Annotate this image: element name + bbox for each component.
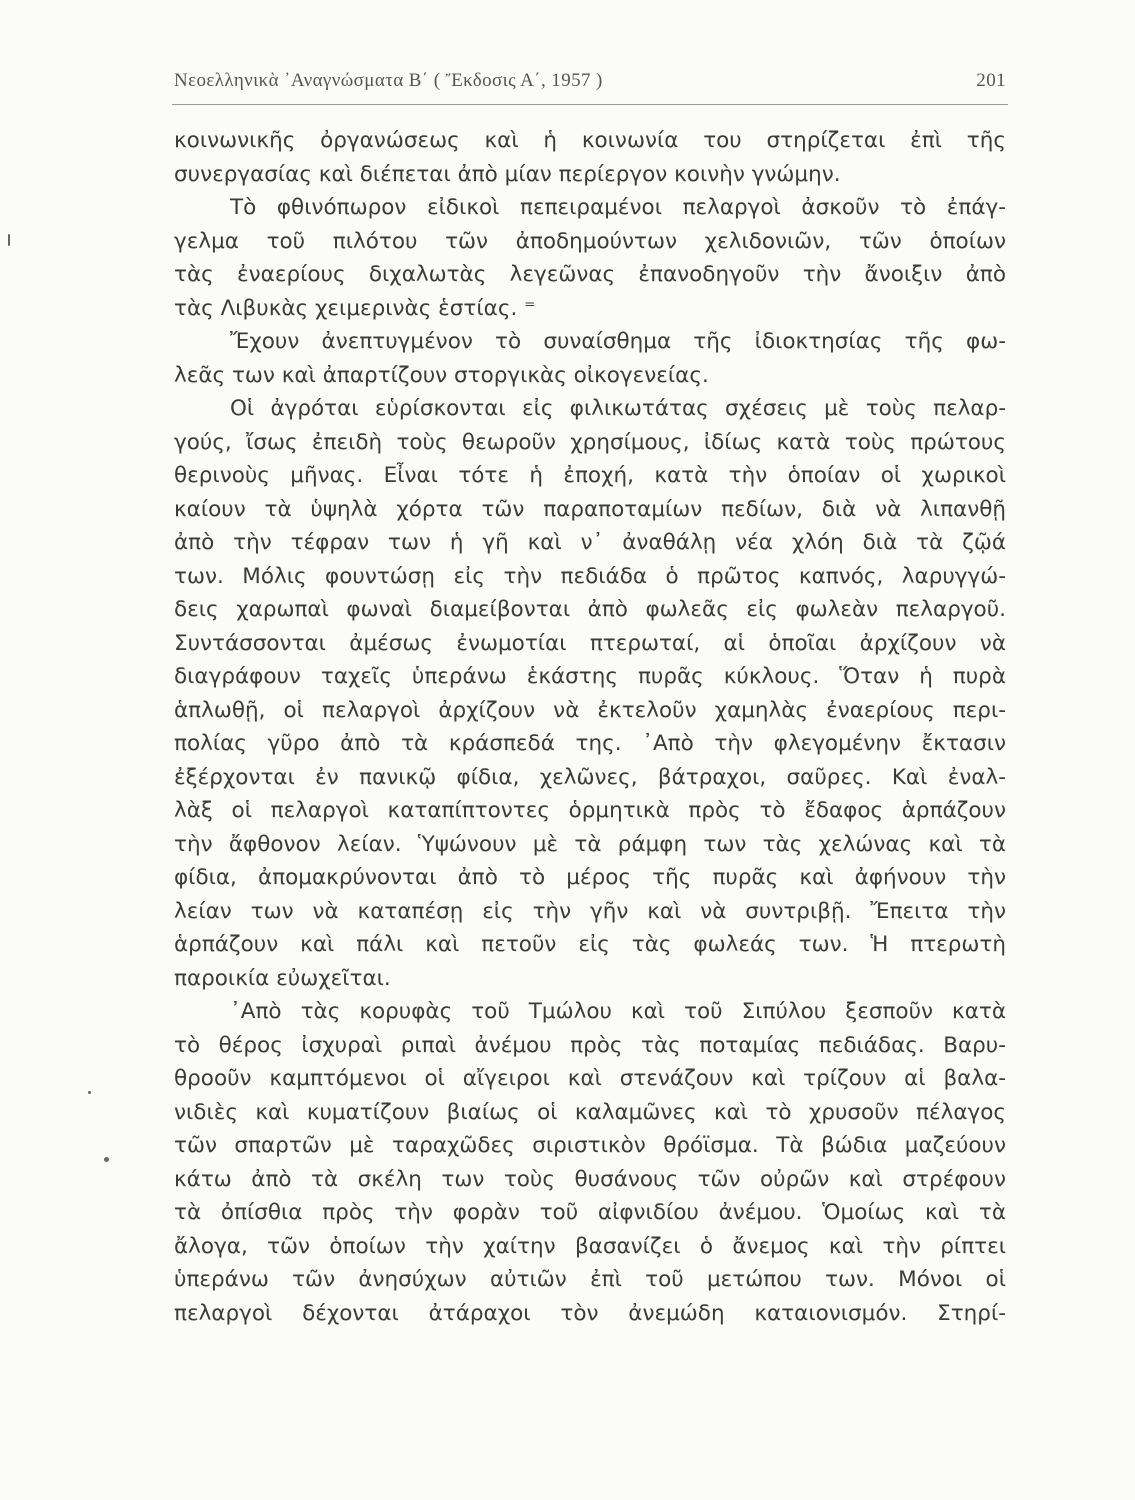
text-line: διαγράφουν ταχεῖς ὑπεράνω ἑκάστης πυρᾶς κύκλους. Ὅταν ἡ πυρὰ	[174, 664, 1006, 689]
text-line: λὰξ οἱ πελαργοὶ καταπίπτοντες ὁρμητικὰ πρὸς τὸ ἔδαφος ἁρπάζουν	[174, 798, 1006, 823]
running-header	[174, 70, 1006, 92]
text-line: δεις χαρωπαὶ φωναὶ διαμείβονται ἀπὸ φωλεᾶς εἰς φωλεὰν πελαργοῦ.	[174, 597, 1006, 622]
text-line: τὰς Λιβυκὰς χειμερινὰς ἑστίας. ⁼	[174, 295, 536, 321]
text-line: των. Μόλις φουντώσῃ εἰς τὴν πεδιάδα ὁ πρῶτος καπνός, λαρυγγώ-	[174, 563, 1006, 589]
text-line: ἁπλωθῇ, οἱ πελαργοὶ ἀρχίζουν νὰ ἐκτελοῦν χαμηλὰς ἐναερίους περι-	[174, 697, 1006, 723]
text-line: πολίας γῦρο ἀπὸ τὰ κράσπεδά της. ᾿Απὸ τὴν φλεγομένην ἔκτασιν	[174, 731, 1006, 756]
text-line: τὰ ὀπίσθια πρὸς τὴν φορὰν τοῦ αἰφνιδίου ἀνέμου. Ὁμοίως καὶ τὰ	[174, 1200, 1006, 1225]
running-title: Νεοελληνικὰ ᾿Αναγνώσματα Β΄ ( Ἔκδοσις Α΄, 1957 )	[174, 70, 603, 91]
text-line: ᾿Απὸ τὰς κορυφὰς τοῦ Τμώλου καὶ τοῦ Σιπύλου ξεσποῦν κατὰ	[230, 999, 1006, 1024]
text-line: φίδια, ἀπομακρύνονται ἀπὸ τὸ μέρος τῆς πυρᾶς καὶ ἀφήνουν τὴν	[174, 865, 1006, 890]
text-line: κάτω ἀπὸ τὰ σκέλη των τοὺς θυσάνους τῶν οὐρῶν καὶ στρέφουν	[174, 1166, 1006, 1192]
body-text	[174, 124, 1006, 1330]
text-line: τὴν ἄφθονον λείαν. Ὑψώνουν μὲ τὰ ράμφη των τὰς χελώνας καὶ τὰ	[174, 831, 1006, 857]
text-line: ὑπεράνω τῶν ἀνησύχων αὐτιῶν ἐπὶ τοῦ μετώπου των. Μόνοι οἱ	[174, 1267, 1006, 1292]
text-line: Τὸ φθινόπωρον εἰδικοὶ πεπειραμένοι πελαργοὶ ἀσκοῦν τὸ ἐπάγ-	[230, 195, 1006, 220]
text-line: τῶν σπαρτῶν μὲ ταραχῶδες σιριστικὸν θρόϊσμα. Τὰ βώδια μαζεύουν	[174, 1133, 1006, 1158]
text-line: ἐξέρχονται ἐν πανικῷ φίδια, χελῶνες, βάτραχοι, σαῦρες. Καὶ ἐναλ-	[174, 764, 1006, 790]
text-line: θροοῦν καμπτόμενοι οἱ αἴγειροι καὶ στενάζουν καὶ τρίζουν αἱ βαλα-	[174, 1066, 1006, 1091]
text-line: Συντάσσονται ἀμέσως ἐνωμοτίαι πτερωταί, αἱ ὁποῖαι ἀρχίζουν νὰ	[174, 630, 1006, 656]
text-line: λεᾶς των καὶ ἀπαρτίζουν στοργικὰς οἰκογενείας.	[174, 362, 709, 388]
margin-dot	[104, 1157, 109, 1162]
text-line: πελαργοὶ δέχονται ἀτάραχοι τὸν ἀνεμώδη καταιονισμόν. Στηρί-	[174, 1300, 1006, 1326]
text-line: Ἔχουν ἀνεπτυγμένον τὸ συναίσθημα τῆς ἰδιοκτησίας τῆς φω-	[230, 329, 1006, 354]
text-line: ἁρπάζουν καὶ πάλι καὶ πετοῦν εἰς τὰς φωλεάς των. Ἡ πτερωτὴ	[174, 932, 1006, 957]
text-line: νιδιὲς καὶ κυματίζουν βιαίως οἱ καλαμῶνες καὶ τὸ χρυσοῦν πέλαγος	[174, 1099, 1006, 1125]
text-line: συνεργασίας καὶ διέπεται ἀπὸ μίαν περίεργον κοινὴν γνώμην.	[174, 161, 841, 187]
page-number: 201	[976, 70, 1006, 91]
header-rule	[172, 104, 1008, 105]
text-line: παροικία εὐωχεῖται.	[174, 965, 391, 991]
text-line: ἄλογα, τῶν ὁποίων τὴν χαίτην βασανίζει ὁ ἄνεμος καὶ τὴν ρίπτει	[174, 1233, 1006, 1259]
text-line: τὸ θέρος ἰσχυραὶ ριπαὶ ἀνέμου πρὸς τὰς ποταμίας πεδιάδας. Βαρυ-	[174, 1032, 1006, 1058]
text-line: καίουν τὰ ὑψηλὰ χόρτα τῶν παραποταμίων πεδίων, διὰ νὰ λιπανθῇ	[174, 496, 1006, 522]
text-line: λείαν των νὰ καταπέσῃ εἰς τὴν γῆν καὶ νὰ συντριβῇ. Ἔπειτα τὴν	[174, 898, 1006, 924]
text-line: κοινωνικῆς ὀργανώσεως καὶ ἡ κοινωνία του στηρίζεται ἐπὶ τῆς	[174, 128, 1006, 153]
text-line: Οἱ ἀγρόται εὑρίσκονται εἰς φιλικωτάτας σχέσεις μὲ τοὺς πελαρ-	[230, 396, 1006, 421]
text-line: ἀπὸ τὴν τέφραν των ἡ γῆ καὶ ν᾿ ἀναθάλῃ νέα χλόη διὰ τὰ ζῷά	[174, 530, 1006, 555]
text-line: τὰς ἐναερίους διχαλωτὰς λεγεῶνας ἐπανοδηγοῦν τὴν ἄνοιξιν ἀπὸ	[174, 262, 1006, 287]
margin-tick	[88, 1091, 91, 1094]
margin-tick	[8, 234, 10, 246]
text-line: θερινοὺς μῆνας. Εἶναι τότε ἡ ἐποχή, κατὰ τὴν ὁποίαν οἱ χωρικοὶ	[174, 463, 1006, 488]
text-line: γελμα τοῦ πιλότου τῶν ἀποδημούντων χελιδονιῶν, τῶν ὁποίων	[174, 228, 1006, 254]
text-line: γούς, ἴσως ἐπειδὴ τοὺς θεωροῦν χρησίμους, ἰδίως κατὰ τοὺς πρώτους	[174, 429, 1006, 455]
